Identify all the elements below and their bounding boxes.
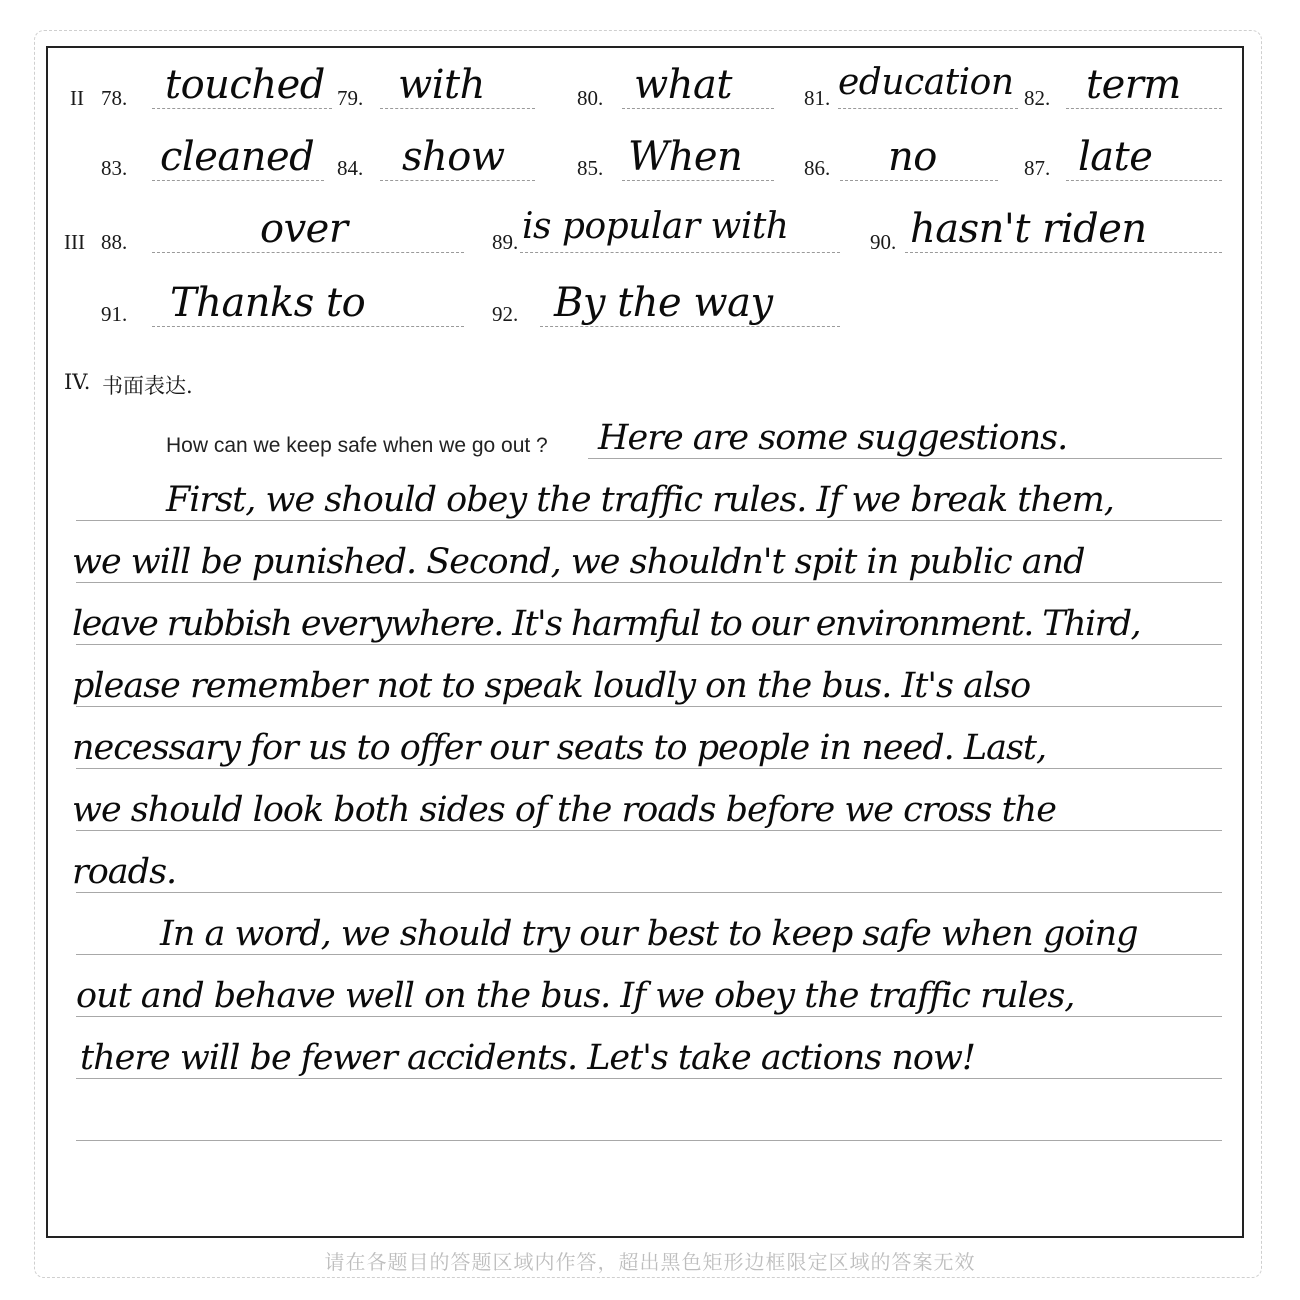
q87-answer: late bbox=[1078, 134, 1153, 180]
q92-number: 92. bbox=[492, 302, 519, 326]
q82-answer: term bbox=[1086, 62, 1181, 108]
essay-line-text-2: we will be punished. Second, we shouldn't spit in public and bbox=[72, 542, 1085, 582]
essay-line-3 bbox=[76, 644, 1222, 645]
q84-number: 84. bbox=[337, 156, 364, 180]
q85-line bbox=[622, 180, 774, 181]
essay-line-11 bbox=[76, 1140, 1222, 1141]
essay-line-10 bbox=[76, 1078, 1222, 1079]
q89-answer: is popular with bbox=[522, 206, 789, 247]
q83-answer: cleaned bbox=[160, 134, 315, 180]
section2-label: II bbox=[70, 86, 84, 110]
essay-line-7 bbox=[76, 892, 1222, 893]
footer-notice: 请在各题目的答题区域内作答，超出黑色矩形边框限定区域的答案无效 bbox=[324, 1250, 976, 1274]
q82-line bbox=[1066, 108, 1222, 109]
q82-number: 82. bbox=[1024, 86, 1051, 110]
q83-number: 83. bbox=[101, 156, 128, 180]
essay-prompt: How can we keep safe when we go out ? bbox=[166, 434, 548, 457]
essay-line-5 bbox=[76, 768, 1222, 769]
q88-number: 88. bbox=[101, 230, 128, 254]
q86-number: 86. bbox=[804, 156, 831, 180]
q83-line bbox=[152, 180, 324, 181]
section4-title: 书面表达. bbox=[102, 374, 193, 398]
essay-line-text-9: out and behave well on the bus. If we obey the traffic rules, bbox=[76, 976, 1075, 1016]
q91-line bbox=[152, 326, 464, 327]
section3-label: III bbox=[64, 230, 85, 254]
essay-line-4 bbox=[76, 706, 1222, 707]
essay-line-1 bbox=[76, 520, 1222, 521]
essay-line-text-10: there will be fewer accidents. Let's take actions now! bbox=[80, 1038, 975, 1078]
q90-number: 90. bbox=[870, 230, 897, 254]
q87-line bbox=[1066, 180, 1222, 181]
essay-line-text-6: we should look both sides of the roads before we cross the bbox=[72, 790, 1056, 830]
essay-line-2 bbox=[76, 582, 1222, 583]
q86-answer: no bbox=[888, 134, 937, 180]
q88-line bbox=[152, 252, 464, 253]
q78-answer: touched bbox=[165, 62, 325, 108]
essay-line-text-7: roads. bbox=[72, 852, 177, 892]
q89-number: 89. bbox=[492, 230, 519, 254]
q88-answer: over bbox=[260, 206, 348, 252]
q79-line bbox=[380, 108, 535, 109]
q81-line bbox=[838, 108, 1018, 109]
q84-answer: show bbox=[402, 134, 505, 180]
q79-number: 79. bbox=[337, 86, 364, 110]
essay-line-text-0: Here are some suggestions. bbox=[598, 418, 1068, 458]
essay-line-text-8: In a word, we should try our best to keep safe when going bbox=[160, 914, 1138, 954]
q90-line bbox=[905, 252, 1222, 253]
q89-line bbox=[520, 252, 840, 253]
essay-line-9 bbox=[76, 1016, 1222, 1017]
q91-number: 91. bbox=[101, 302, 128, 326]
q81-number: 81. bbox=[804, 86, 831, 110]
essay-line-8 bbox=[76, 954, 1222, 955]
q80-number: 80. bbox=[577, 86, 604, 110]
q78-number: 78. bbox=[101, 86, 128, 110]
essay-line-6 bbox=[76, 830, 1222, 831]
essay-line-0 bbox=[588, 458, 1222, 459]
q85-answer: When bbox=[628, 134, 743, 180]
q84-line bbox=[380, 180, 535, 181]
q85-number: 85. bbox=[577, 156, 604, 180]
essay-line-text-4: please remember not to speak loudly on the bus. It's also bbox=[72, 666, 1031, 706]
q92-line bbox=[540, 326, 840, 327]
q80-line bbox=[622, 108, 774, 109]
q79-answer: with bbox=[398, 62, 485, 108]
q80-answer: what bbox=[634, 62, 732, 108]
q78-line bbox=[152, 108, 332, 109]
q91-answer: Thanks to bbox=[170, 280, 366, 326]
section4-label: IV. bbox=[64, 370, 91, 394]
essay-line-text-5: necessary for us to offer our seats to people in need. Last, bbox=[72, 728, 1047, 768]
q90-answer: hasn't riden bbox=[910, 206, 1147, 252]
essay-line-text-1: First, we should obey the traffic rules. If we break them, bbox=[166, 480, 1114, 520]
q86-line bbox=[840, 180, 998, 181]
q81-answer: education bbox=[838, 62, 1014, 103]
q87-number: 87. bbox=[1024, 156, 1051, 180]
q92-answer: By the way bbox=[554, 280, 773, 326]
essay-line-text-3: leave rubbish everywhere. It's harmful to our environment. Third, bbox=[72, 604, 1141, 644]
